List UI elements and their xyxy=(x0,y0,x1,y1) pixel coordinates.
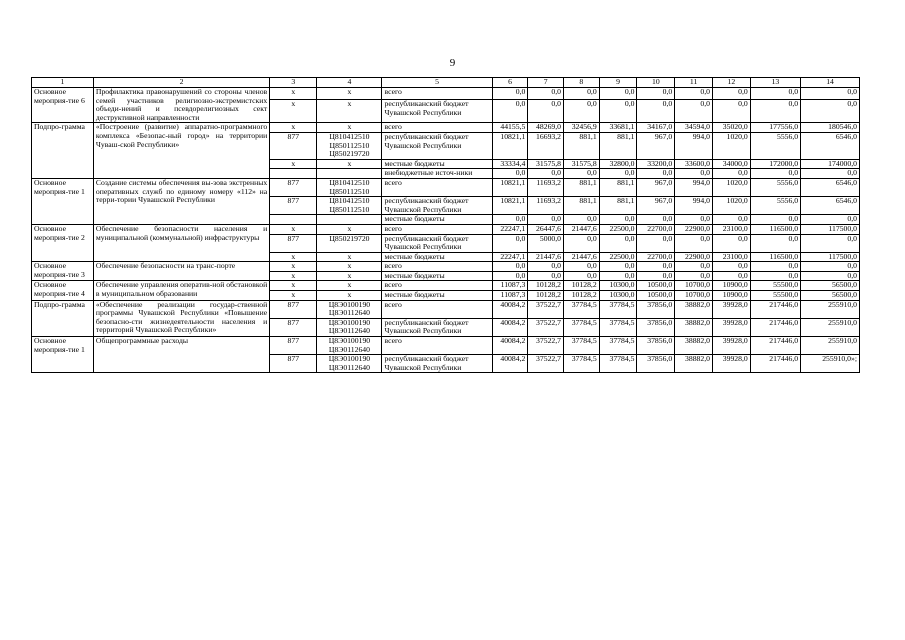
value-cell: 10500,0 xyxy=(637,291,675,301)
value-cell: 48269,0 xyxy=(528,123,564,133)
value-cell: 37784,5 xyxy=(599,318,637,336)
value-cell: 33681,1 xyxy=(599,123,637,133)
budget-code-cell xyxy=(317,169,382,179)
value-cell: 26447,6 xyxy=(528,224,564,234)
value-cell: 174000,0 xyxy=(801,159,860,169)
event-type-cell: Подпро-грамма xyxy=(32,300,94,336)
funding-source-cell: местные бюджеты xyxy=(382,252,492,262)
value-cell: 40084,2 xyxy=(492,300,528,318)
value-cell: 0,0 xyxy=(637,215,675,225)
value-cell: 0,0 xyxy=(712,215,750,225)
value-cell: 32456,9 xyxy=(564,123,600,133)
value-cell: 881,1 xyxy=(599,178,637,196)
value-cell: 21447,6 xyxy=(564,252,600,262)
value-cell: 37856,0 xyxy=(637,300,675,318)
header-cell: 2 xyxy=(93,78,269,88)
value-cell: 22247,1 xyxy=(492,224,528,234)
value-cell: 0,0 xyxy=(492,262,528,272)
responsible-code-cell: 877 xyxy=(270,300,317,318)
budget-code-cell: х xyxy=(317,252,382,262)
value-cell: 967,0 xyxy=(637,197,675,215)
value-cell: 0,0 xyxy=(492,88,528,100)
value-cell: 0,0 xyxy=(750,169,800,179)
value-cell: 10300,0 xyxy=(599,291,637,301)
value-cell: 11693,2 xyxy=(528,197,564,215)
value-cell: 39928,0 xyxy=(712,300,750,318)
budget-code-cell: х xyxy=(317,291,382,301)
funding-source-cell: внебюджетные источ-ники xyxy=(382,169,492,179)
event-name-cell: Профилактика правонарушений со стороны членов семей участников религиозно-экстремистских объеди-нений и псевдорелигиозных сект деструктивной направленности xyxy=(93,88,269,123)
value-cell: 967,0 xyxy=(637,132,675,159)
value-cell: 0,0 xyxy=(801,88,860,100)
funding-source-cell: республиканский бюджет Чувашской Республики xyxy=(382,355,492,373)
responsible-code-cell: 877 xyxy=(270,355,317,373)
header-cell: 5 xyxy=(382,78,492,88)
value-cell: 10821,1 xyxy=(492,178,528,196)
value-cell: 0,0 xyxy=(492,169,528,179)
value-cell: 56500,0 xyxy=(801,281,860,291)
value-cell: 37522,7 xyxy=(528,318,564,336)
value-cell: 1020,0 xyxy=(712,132,750,159)
budget-code-cell: Ц8Э0100190 Ц8Э0112640 xyxy=(317,355,382,373)
value-cell: 881,1 xyxy=(599,132,637,159)
value-cell: 0,0 xyxy=(564,169,600,179)
table-row xyxy=(32,123,860,133)
value-cell: 0,0 xyxy=(712,100,750,123)
value-cell: 967,0 xyxy=(637,178,675,196)
event-type-cell: Основное мероприя-тие 2 xyxy=(32,224,94,261)
value-cell: 31575,8 xyxy=(564,159,600,169)
value-cell: 0,0 xyxy=(712,234,750,252)
table-row xyxy=(32,337,860,355)
value-cell: 37522,7 xyxy=(528,300,564,318)
budget-code-cell: х xyxy=(317,159,382,169)
value-cell: 33200,0 xyxy=(637,159,675,169)
value-cell: 40084,2 xyxy=(492,337,528,355)
funding-source-cell: всего xyxy=(382,123,492,133)
value-cell: 0,0 xyxy=(750,271,800,281)
value-cell: 0,0 xyxy=(528,262,564,272)
header-cell: 11 xyxy=(675,78,713,88)
value-cell: 10900,0 xyxy=(712,281,750,291)
value-cell: 0,0 xyxy=(801,169,860,179)
value-cell: 0,0 xyxy=(637,88,675,100)
table-row xyxy=(32,224,860,234)
value-cell: 0,0 xyxy=(675,215,713,225)
value-cell: 0,0 xyxy=(750,234,800,252)
value-cell: 255910,0 xyxy=(801,337,860,355)
value-cell: 881,1 xyxy=(564,178,600,196)
event-type-cell: Основное мероприя-тие 4 xyxy=(32,281,94,300)
budget-code-cell: х xyxy=(317,100,382,123)
value-cell: 22500,0 xyxy=(599,252,637,262)
value-cell: 6546,0 xyxy=(801,197,860,215)
value-cell: 37784,5 xyxy=(564,300,600,318)
budget-code-cell: Ц8Э0100190 Ц8Э0112640 xyxy=(317,300,382,318)
event-name-cell: «Обеспечение реализации государ-ственной программы Чувашской Республики «Повышение безопасно-сти жизнедеятельности населения и территорий Чувашской Республики» xyxy=(93,300,269,336)
budget-code-cell: Ц810412510 Ц850112510 xyxy=(317,197,382,215)
responsible-code-cell xyxy=(270,215,317,225)
value-cell: 11087,3 xyxy=(492,281,528,291)
value-cell: 6546,0 xyxy=(801,178,860,196)
funding-source-cell: всего xyxy=(382,262,492,272)
value-cell: 0,0 xyxy=(492,215,528,225)
responsible-code-cell: х xyxy=(270,271,317,281)
value-cell: 0,0 xyxy=(637,100,675,123)
responsible-code-cell: х xyxy=(270,100,317,123)
value-cell: 217446,0 xyxy=(750,300,800,318)
header-cell: 13 xyxy=(750,78,800,88)
table-row xyxy=(32,300,860,318)
event-type-cell: Подпро-грамма xyxy=(32,123,94,179)
header-cell: 6 xyxy=(492,78,528,88)
value-cell: 0,0 xyxy=(801,262,860,272)
value-cell: 0,0 xyxy=(801,215,860,225)
header-cell: 4 xyxy=(317,78,382,88)
value-cell: 0,0 xyxy=(599,271,637,281)
value-cell: 16693,2 xyxy=(528,132,564,159)
value-cell: 38882,0 xyxy=(675,355,713,373)
value-cell: 22700,0 xyxy=(637,224,675,234)
value-cell: 22900,0 xyxy=(675,224,713,234)
value-cell: 217446,0 xyxy=(750,318,800,336)
budget-code-cell: Ц810412510 Ц850112510 Ц850219720 xyxy=(317,132,382,159)
budget-code-cell: х xyxy=(317,88,382,100)
value-cell: 10900,0 xyxy=(712,291,750,301)
header-cell: 7 xyxy=(528,78,564,88)
value-cell: 10821,1 xyxy=(492,132,528,159)
value-cell: 10821,1 xyxy=(492,197,528,215)
value-cell: 0,0 xyxy=(750,100,800,123)
funding-source-cell: республиканский бюджет Чувашской Республики xyxy=(382,318,492,336)
value-cell: 117500,0 xyxy=(801,224,860,234)
value-cell: 0,0 xyxy=(801,100,860,123)
value-cell: 0,0 xyxy=(637,169,675,179)
budget-code-cell xyxy=(317,215,382,225)
event-name-cell: Создание системы обеспечения вы-зова экстренных оперативных служб по единому номеру «112» на терри-тории Чувашской Республики xyxy=(93,178,269,224)
value-cell: 37784,5 xyxy=(599,300,637,318)
value-cell: 172000,0 xyxy=(750,159,800,169)
funding-source-cell: республиканский бюджет Чувашской Республики xyxy=(382,197,492,215)
funding-source-cell: всего xyxy=(382,300,492,318)
value-cell: 10128,2 xyxy=(564,281,600,291)
value-cell: 255910,0 xyxy=(801,318,860,336)
value-cell: 116500,0 xyxy=(750,252,800,262)
value-cell: 0,0 xyxy=(492,234,528,252)
value-cell: 31575,8 xyxy=(528,159,564,169)
value-cell: 56500,0 xyxy=(801,291,860,301)
responsible-code-cell: х xyxy=(270,88,317,100)
responsible-code-cell: 877 xyxy=(270,178,317,196)
value-cell: 55500,0 xyxy=(750,281,800,291)
value-cell: 23100,0 xyxy=(712,224,750,234)
value-cell: 33334,4 xyxy=(492,159,528,169)
value-cell: 0,0 xyxy=(750,215,800,225)
value-cell: 0,0 xyxy=(712,271,750,281)
budget-code-cell: х xyxy=(317,123,382,133)
value-cell: 34167,0 xyxy=(637,123,675,133)
funding-source-cell: всего xyxy=(382,224,492,234)
table-row xyxy=(32,178,860,196)
funding-source-cell: местные бюджеты xyxy=(382,291,492,301)
value-cell: 0,0 xyxy=(599,88,637,100)
funding-source-cell: местные бюджеты xyxy=(382,159,492,169)
value-cell: 0,0 xyxy=(675,169,713,179)
value-cell: 10128,2 xyxy=(564,291,600,301)
responsible-code-cell: х xyxy=(270,159,317,169)
value-cell: 0,0 xyxy=(637,262,675,272)
value-cell: 37856,0 xyxy=(637,318,675,336)
event-name-cell: Общепрограммные расходы xyxy=(93,337,269,373)
value-cell: 0,0 xyxy=(712,88,750,100)
value-cell: 0,0 xyxy=(712,169,750,179)
event-name-cell: Обеспечение безопасности на транс-порте xyxy=(93,262,269,281)
responsible-code-cell: 877 xyxy=(270,318,317,336)
budget-code-cell: Ц8Э0100190 Ц8Э0112640 xyxy=(317,318,382,336)
responsible-code-cell: 877 xyxy=(270,132,317,159)
value-cell: 0,0 xyxy=(528,100,564,123)
value-cell: 217446,0 xyxy=(750,337,800,355)
value-cell: 35020,0 xyxy=(712,123,750,133)
value-cell: 0,0 xyxy=(675,262,713,272)
budget-code-cell: Ц850219720 xyxy=(317,234,382,252)
value-cell: 881,1 xyxy=(564,132,600,159)
value-cell: 0,0 xyxy=(750,262,800,272)
event-name-cell: Обеспечение безопасности населения и муниципальной (коммунальной) инфраструктуры xyxy=(93,224,269,261)
value-cell: 0,0 xyxy=(528,88,564,100)
value-cell: 34000,0 xyxy=(712,159,750,169)
responsible-code-cell: х xyxy=(270,252,317,262)
value-cell: 11087,3 xyxy=(492,291,528,301)
budget-table xyxy=(31,77,860,373)
value-cell: 0,0 xyxy=(599,215,637,225)
value-cell: 33600,0 xyxy=(675,159,713,169)
value-cell: 217446,0 xyxy=(750,355,800,373)
budget-code-cell: Ц8Э0100190 Ц8Э0112640 xyxy=(317,337,382,355)
value-cell: 11693,2 xyxy=(528,178,564,196)
value-cell: 39928,0 xyxy=(712,337,750,355)
value-cell: 21447,6 xyxy=(528,252,564,262)
value-cell: 0,0 xyxy=(637,234,675,252)
value-cell: 22247,1 xyxy=(492,252,528,262)
value-cell: 5000,0 xyxy=(528,234,564,252)
value-cell: 0,0 xyxy=(564,234,600,252)
funding-source-cell: всего xyxy=(382,337,492,355)
value-cell: 881,1 xyxy=(599,197,637,215)
header-cell: 12 xyxy=(712,78,750,88)
value-cell: 0,0 xyxy=(675,234,713,252)
value-cell: 10300,0 xyxy=(599,281,637,291)
funding-source-cell: всего xyxy=(382,88,492,100)
funding-source-cell: местные бюджеты xyxy=(382,215,492,225)
header-cell: 10 xyxy=(637,78,675,88)
responsible-code-cell xyxy=(270,169,317,179)
value-cell: 0,0 xyxy=(599,262,637,272)
responsible-code-cell: х xyxy=(270,291,317,301)
header-cell: 1 xyxy=(32,78,94,88)
value-cell: 0,0 xyxy=(675,271,713,281)
value-cell: 37856,0 xyxy=(637,355,675,373)
value-cell: 255910,0»; xyxy=(801,355,860,373)
value-cell: 5556,0 xyxy=(750,178,800,196)
value-cell: 116500,0 xyxy=(750,224,800,234)
budget-code-cell: х xyxy=(317,262,382,272)
value-cell: 180546,0 xyxy=(801,123,860,133)
value-cell: 0,0 xyxy=(528,215,564,225)
value-cell: 22500,0 xyxy=(599,224,637,234)
value-cell: 37784,5 xyxy=(599,355,637,373)
funding-source-cell: местные бюджеты xyxy=(382,271,492,281)
value-cell: 23100,0 xyxy=(712,252,750,262)
value-cell: 10128,2 xyxy=(528,291,564,301)
value-cell: 0,0 xyxy=(637,271,675,281)
event-name-cell: Обеспечение управления оператив-ной обстановкой в муниципальном образовании xyxy=(93,281,269,300)
budget-code-cell: Ц810412510 Ц850112510 xyxy=(317,178,382,196)
funding-source-cell: республиканский бюджет Чувашской Республики xyxy=(382,234,492,252)
value-cell: 0,0 xyxy=(599,100,637,123)
event-type-cell: Основное мероприя-тие 6 xyxy=(32,88,94,123)
value-cell: 10700,0 xyxy=(675,291,713,301)
value-cell: 22900,0 xyxy=(675,252,713,262)
value-cell: 994,0 xyxy=(675,178,713,196)
table-row xyxy=(32,88,860,100)
funding-source-cell: всего xyxy=(382,178,492,196)
value-cell: 44155,5 xyxy=(492,123,528,133)
value-cell: 39928,0 xyxy=(712,318,750,336)
event-type-cell: Основное мероприя-тие 1 xyxy=(32,178,94,224)
budget-code-cell: х xyxy=(317,271,382,281)
event-name-cell: «Построение (развитие) аппаратно-программного комплекса «Безопас-ный город» на территории Чуваш-ской Республики» xyxy=(93,123,269,179)
value-cell: 177556,0 xyxy=(750,123,800,133)
budget-code-cell: х xyxy=(317,281,382,291)
value-cell: 0,0 xyxy=(599,169,637,179)
funding-source-cell: республиканский бюджет Чувашской Республики xyxy=(382,100,492,123)
value-cell: 0,0 xyxy=(564,262,600,272)
value-cell: 6546,0 xyxy=(801,132,860,159)
funding-source-cell: всего xyxy=(382,281,492,291)
value-cell: 994,0 xyxy=(675,132,713,159)
responsible-code-cell: 877 xyxy=(270,197,317,215)
value-cell: 10500,0 xyxy=(637,281,675,291)
event-type-cell: Основное мероприя-тие 1 xyxy=(32,337,94,373)
value-cell: 0,0 xyxy=(675,100,713,123)
page-number: 9 xyxy=(449,57,456,69)
value-cell: 0,0 xyxy=(564,215,600,225)
value-cell: 0,0 xyxy=(492,271,528,281)
value-cell: 5556,0 xyxy=(750,197,800,215)
header-cell: 8 xyxy=(564,78,600,88)
value-cell: 37784,5 xyxy=(599,337,637,355)
responsible-code-cell: х xyxy=(270,123,317,133)
value-cell: 21447,6 xyxy=(564,224,600,234)
value-cell: 0,0 xyxy=(564,88,600,100)
value-cell: 37784,5 xyxy=(564,337,600,355)
header-cell: 3 xyxy=(270,78,317,88)
value-cell: 117500,0 xyxy=(801,252,860,262)
value-cell: 0,0 xyxy=(750,88,800,100)
value-cell: 5556,0 xyxy=(750,132,800,159)
responsible-code-cell: х xyxy=(270,281,317,291)
value-cell: 32800,0 xyxy=(599,159,637,169)
value-cell: 0,0 xyxy=(599,234,637,252)
value-cell: 10700,0 xyxy=(675,281,713,291)
budget-code-cell: х xyxy=(317,224,382,234)
value-cell: 0,0 xyxy=(528,271,564,281)
value-cell: 38882,0 xyxy=(675,337,713,355)
value-cell: 0,0 xyxy=(675,88,713,100)
value-cell: 255910,0 xyxy=(801,300,860,318)
responsible-code-cell: х xyxy=(270,262,317,272)
value-cell: 22700,0 xyxy=(637,252,675,262)
value-cell: 37522,7 xyxy=(528,337,564,355)
value-cell: 0,0 xyxy=(564,100,600,123)
value-cell: 0,0 xyxy=(564,271,600,281)
value-cell: 10128,2 xyxy=(528,281,564,291)
value-cell: 34594,0 xyxy=(675,123,713,133)
value-cell: 37522,7 xyxy=(528,355,564,373)
value-cell: 38882,0 xyxy=(675,318,713,336)
value-cell: 37856,0 xyxy=(637,337,675,355)
value-cell: 55500,0 xyxy=(750,291,800,301)
value-cell: 0,0 xyxy=(801,234,860,252)
value-cell: 0,0 xyxy=(712,262,750,272)
value-cell: 0,0 xyxy=(492,100,528,123)
value-cell: 40084,2 xyxy=(492,355,528,373)
value-cell: 1020,0 xyxy=(712,178,750,196)
funding-source-cell: республиканский бюджет Чувашской Республики xyxy=(382,132,492,159)
header-cell: 9 xyxy=(599,78,637,88)
value-cell: 37784,5 xyxy=(564,318,600,336)
value-cell: 0,0 xyxy=(528,169,564,179)
responsible-code-cell: 877 xyxy=(270,337,317,355)
header-row xyxy=(32,78,860,88)
event-type-cell: Основное мероприя-тие 3 xyxy=(32,262,94,281)
value-cell: 40084,2 xyxy=(492,318,528,336)
table-row xyxy=(32,262,860,272)
table-row xyxy=(32,281,860,291)
value-cell: 39928,0 xyxy=(712,355,750,373)
header-cell: 14 xyxy=(801,78,860,88)
value-cell: 0,0 xyxy=(801,271,860,281)
value-cell: 38882,0 xyxy=(675,300,713,318)
value-cell: 881,1 xyxy=(564,197,600,215)
responsible-code-cell: 877 xyxy=(270,234,317,252)
value-cell: 994,0 xyxy=(675,197,713,215)
responsible-code-cell: х xyxy=(270,224,317,234)
value-cell: 37784,5 xyxy=(564,355,600,373)
value-cell: 1020,0 xyxy=(712,197,750,215)
